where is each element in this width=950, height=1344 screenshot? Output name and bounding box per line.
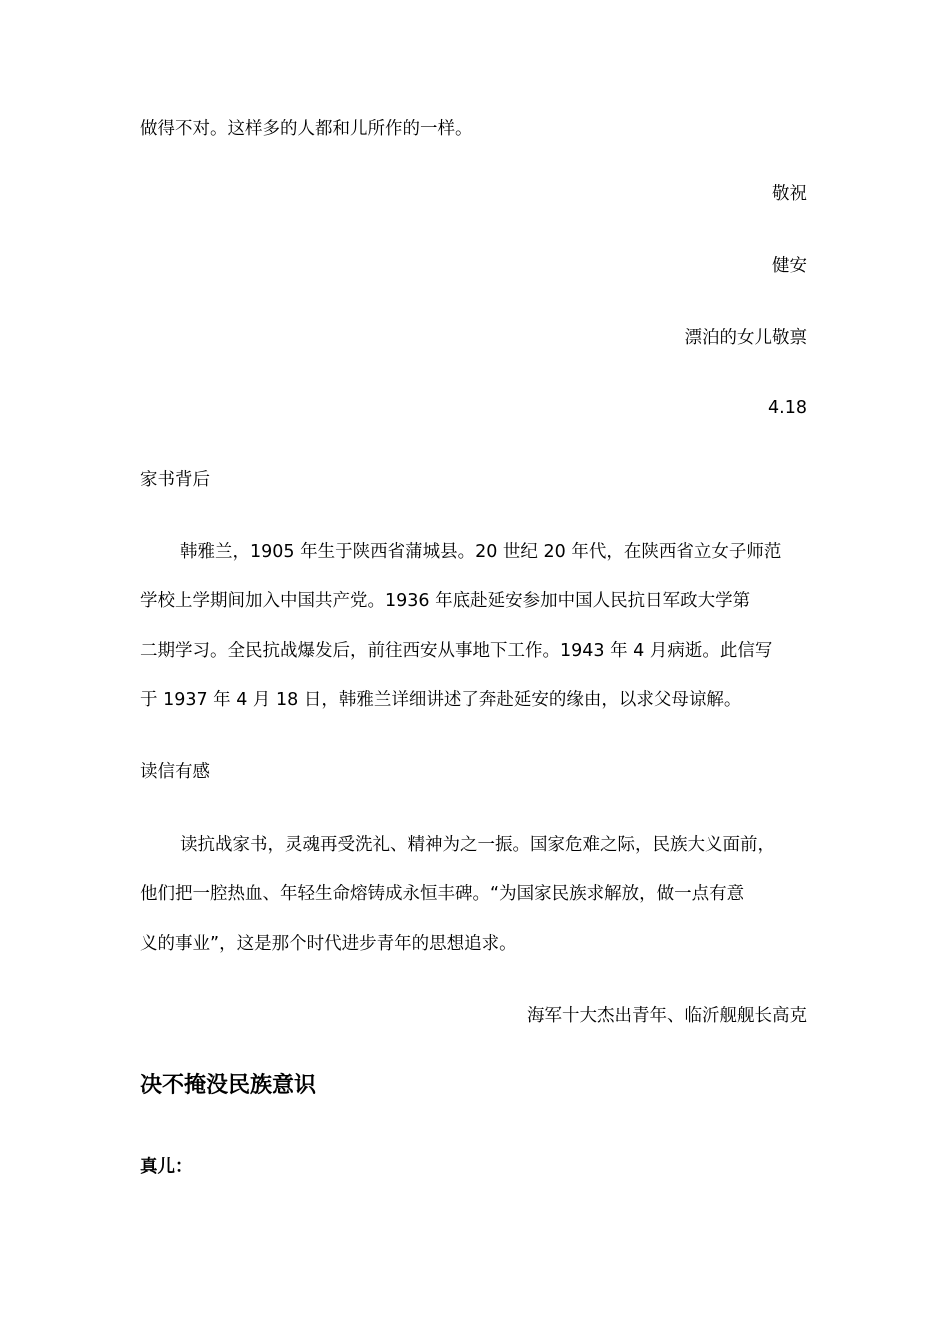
closing-signature: 漂泊的女儿敬禀 [684, 328, 807, 348]
reflection-paragraph-line: 他们把一腔热血、年轻生命熔铸成永恒丰碑。“为国家民族求解放，做一点有意 [140, 884, 745, 904]
reflection-heading: 读信有感 [140, 762, 210, 782]
background-paragraph-line: 学校上学期间加入中国共产党。1936 年底赴延安参加中国人民抗日军政大学第 [140, 591, 751, 611]
background-paragraph-line: 于 1937 年 4 月 18 日，韩雅兰详细讲述了奔赴延安的缘由，以求父母谅解。 [140, 690, 742, 710]
reflection-author: 海军十大杰出青年、临沂舰舰长高克 [527, 1006, 807, 1026]
letter-continuation-text: 做得不对。这样多的人都和儿所作的一样。 [140, 119, 473, 139]
reflection-paragraph-line: 义的事业”，这是那个时代进步青年的思想追求。 [140, 934, 517, 954]
closing-wish: 健安 [772, 256, 807, 276]
next-letter-title: 决不掩没民族意识 [140, 1073, 317, 1098]
reflection-paragraph-line: 读抗战家书，灵魂再受洗礼、精神为之一振。国家危难之际，民族大义面前， [180, 835, 775, 855]
background-heading: 家书背后 [140, 470, 210, 490]
next-letter-greeting: 真儿： [140, 1157, 193, 1177]
closing-salute: 敬祝 [772, 184, 807, 204]
closing-date: 4.18 [768, 398, 807, 418]
background-paragraph-line: 二期学习。全民抗战爆发后，前往西安从事地下工作。1943 年 4 月病逝。此信写 [140, 641, 773, 661]
background-paragraph-line: 韩雅兰，1905 年生于陕西省蒲城县。20 世纪 20 年代，在陕西省立女子师范 [180, 542, 782, 562]
